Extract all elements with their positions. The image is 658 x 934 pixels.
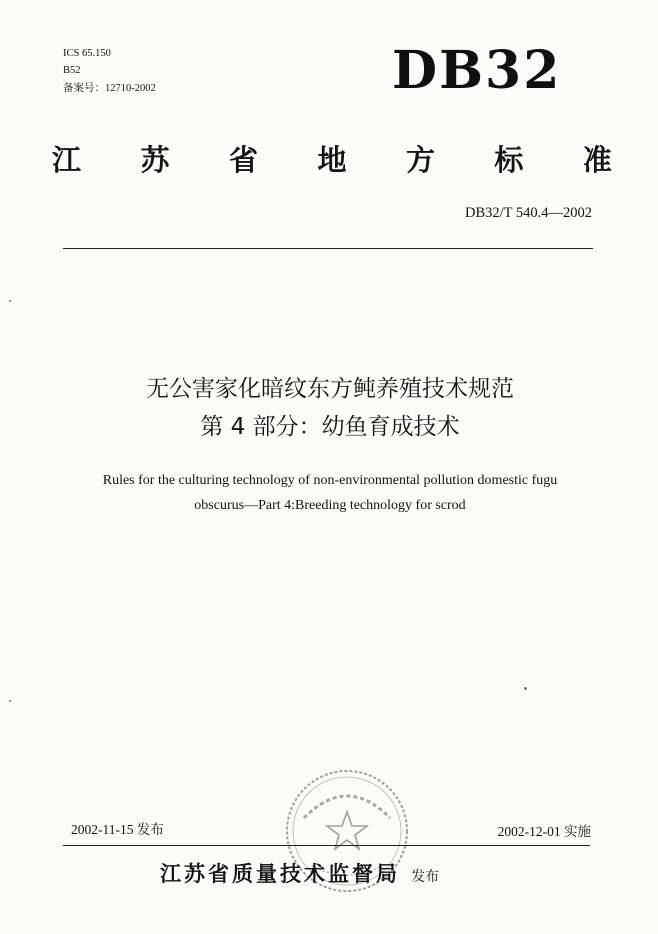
footer-divider — [63, 845, 590, 846]
implementation-date: 2002-12-01 实施 — [497, 824, 591, 839]
category-title-char: 江 — [52, 143, 82, 177]
scan-speck — [9, 700, 11, 702]
title-english-line-1: Rules for the culturing technology of non-environmental pollution domestic fugu — [102, 473, 558, 488]
category-title-char: 方 — [405, 143, 435, 177]
standard-code-logo: DB32 — [392, 40, 562, 101]
scan-speck — [524, 687, 527, 690]
title-chinese-line-2: 第 4 部分：幼鱼育成技术 — [200, 414, 460, 440]
filing-number: 备案号：12710-2002 — [63, 83, 156, 94]
ccs-code: B52 — [63, 65, 81, 76]
category-title-char: 准 — [582, 143, 612, 177]
category-title-char: 苏 — [140, 143, 170, 177]
category-title-char: 省 — [228, 143, 258, 177]
category-title — [52, 141, 612, 179]
standard-number: DB32/T 540.4—2002 — [464, 205, 592, 221]
issuer-suffix: 发布 — [411, 869, 440, 885]
issuer-name: 江苏省质量技术监督局 — [160, 862, 400, 886]
header-divider — [63, 248, 593, 249]
issue-date: 2002-11-15 发布 — [71, 822, 164, 837]
scan-speck — [9, 300, 11, 302]
category-title-char: 地 — [317, 143, 347, 177]
category-title-char: 标 — [494, 143, 524, 177]
title-english-line-2: obscurus—Part 4:Breeding technology for scrod — [194, 498, 466, 513]
issuer — [160, 858, 520, 888]
ics-code: ICS 65.150 — [63, 48, 111, 59]
title-chinese-line-1: 无公害家化暗纹东方鲀养殖技术规范 — [146, 376, 514, 402]
